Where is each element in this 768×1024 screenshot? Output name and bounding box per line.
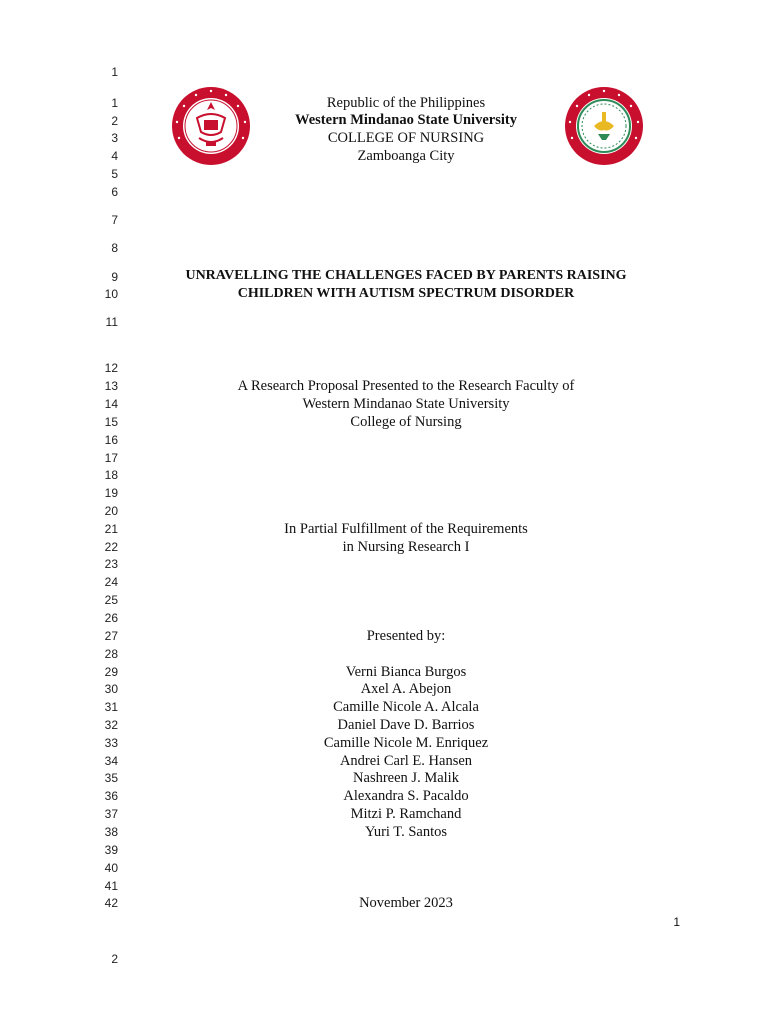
author-name: Yuri T. Santos: [364, 824, 448, 840]
line-number: 25: [104, 593, 118, 607]
line-number: 11: [105, 315, 118, 329]
line-number: 23: [104, 557, 118, 571]
fulfillment-line-1: In Partial Fulfillment of the Requirements: [284, 521, 528, 537]
author-name: Alexandra S. Pacaldo: [343, 788, 469, 804]
line-number: 8: [111, 241, 118, 255]
line-number: 27: [104, 629, 118, 643]
author-name: Axel A. Abejon: [360, 681, 452, 697]
fulfillment-line-2: in Nursing Research I: [342, 539, 470, 555]
line-number: 21: [104, 522, 118, 536]
author-name: Daniel Dave D. Barrios: [337, 717, 475, 733]
line-number: 28: [104, 647, 118, 661]
line-number: 41: [104, 879, 118, 893]
author-name: Andrei Carl E. Hansen: [339, 753, 473, 769]
author-name: Mitzi P. Ramchand: [350, 806, 462, 822]
line-number: 22: [104, 540, 118, 554]
line-number: 17: [104, 451, 118, 465]
author-name: Nashreen J. Malik: [353, 770, 459, 786]
line-number: 2: [111, 114, 118, 128]
header-university: Western Mindanao State University: [295, 112, 517, 128]
header-country: Republic of the Philippines: [326, 95, 486, 111]
line-number: 20: [104, 504, 118, 518]
line-number: 30: [104, 682, 118, 696]
line-number: 18: [104, 468, 118, 482]
line-number: 1: [111, 96, 118, 110]
proposal-line-3: College of Nursing: [350, 414, 462, 430]
page-number: 1: [673, 915, 680, 929]
author-name: Camille Nicole A. Alcala: [333, 699, 479, 715]
header-city: Zamboanga City: [357, 148, 455, 164]
line-number: 26: [104, 611, 118, 625]
submission-date: November 2023: [359, 895, 453, 911]
line-number: 39: [104, 843, 118, 857]
document-title-line-1: UNRAVELLING THE CHALLENGES FACED BY PARENTS RAISING: [185, 268, 627, 283]
document-title-line-2: CHILDREN WITH AUTISM SPECTRUM DISORDER: [237, 286, 575, 301]
line-number: 31: [104, 700, 118, 714]
line-number: 33: [104, 736, 118, 750]
line-number: 24: [104, 575, 118, 589]
line-number: 14: [104, 397, 118, 411]
line-number: 40: [104, 861, 118, 875]
line-number: 36: [104, 789, 118, 803]
line-number: 35: [104, 771, 118, 785]
author-name: Camille Nicole M. Enriquez: [323, 735, 489, 751]
author-name: Verni Bianca Burgos: [345, 664, 467, 680]
line-number: 34: [104, 754, 118, 768]
line-number: 38: [104, 825, 118, 839]
line-number: 10: [104, 287, 118, 301]
line-number: 6: [111, 185, 118, 199]
line-number: 13: [104, 379, 118, 393]
line-number: 2: [111, 952, 118, 966]
proposal-line-1: A Research Proposal Presented to the Research Faculty of: [237, 378, 575, 394]
line-number: 32: [104, 718, 118, 732]
line-number: 29: [104, 665, 118, 679]
line-number: 19: [104, 486, 118, 500]
line-number: 7: [111, 213, 118, 227]
line-number: 4: [111, 149, 118, 163]
presented-by-label: Presented by:: [366, 628, 446, 644]
line-number: 5: [111, 167, 118, 181]
line-number: 3: [111, 131, 118, 145]
line-number: 42: [104, 896, 118, 910]
line-number: 9: [111, 270, 118, 284]
header-college: COLLEGE OF NURSING: [327, 130, 485, 146]
line-number: 37: [104, 807, 118, 821]
proposal-line-2: Western Mindanao State University: [302, 396, 510, 412]
line-number: 16: [104, 433, 118, 447]
line-number: 12: [104, 361, 118, 375]
line-number: 1: [111, 65, 118, 79]
line-number: 15: [104, 415, 118, 429]
college-of-nursing-seal-logo: [564, 86, 644, 166]
